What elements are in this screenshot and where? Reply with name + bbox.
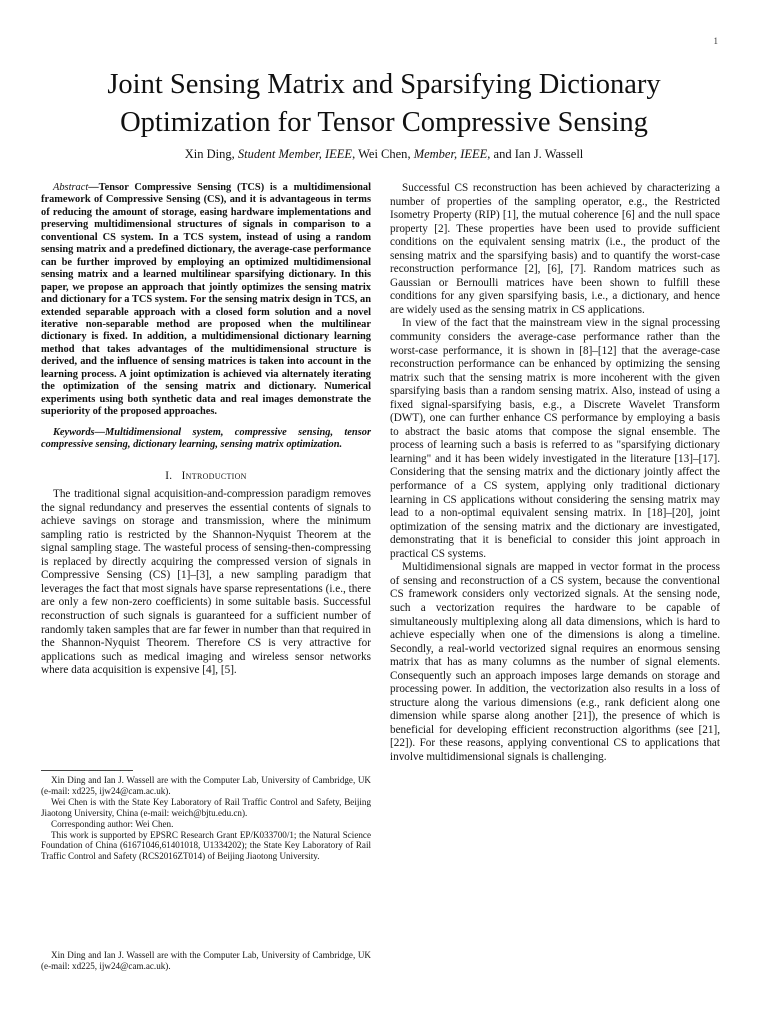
footnote: Xin Ding and Ian J. Wassell are with the Computer Lab, University of Cambridge, UK (e-mail: xd225, ijw24@cam.ac.uk). [41,950,371,971]
footnote: Wei Chen is with the State Key Laboratory of Rail Traffic Control and Safety, Beijing Jiaotong University, China (e-mail: weich@bjtu.edu.cn). [41,796,371,818]
footnote-rule [41,770,133,771]
body-paragraph: Successful CS reconstruction has been achieved by characterizing a number of properties of the sampling operator, e.g., the Restricted Isometry Property (RIP) [1], the mutual coherence [6] and the null space property [2]. These properties have been used to provide sufficient conditions on the equivalent sensing matrix (i.e., the product of the sensing matrix and the sparsifying basis) and to quantify the worst-case reconstruction performance [2], [6], [7]. Random matrices such as Gaussian or Bernoulli matrices have been shown to fulfill these conditions for any given sparsifying basis, i.e., a dictionary, and hence are widely used as the sensing matrix in CS applications. [390,182,720,316]
abstract-text: —Tensor Compressive Sensing (TCS) is a multidimensional framework of Compressive Sensing (CS), and it is advantageous in terms of reducing the amount of storage, easing hardware implementations and preserving multidimensional structures of signals in comparison to a conventional CS system. In a TCS system, instead of using a random sensing matrix and a predefined dictionary, the average-case performance can be further improved by employing an optimized multidimensional sensing matrix and a learned multilinear sparsifying dictionary. In this paper, we propose an approach that jointly optimizes the sensing matrix and dictionary for a TCS system. For the sensing matrix design in TCS, an extended separable approach with a closed form solution and a novel iterative non-separable method are proposed when the multilinear dictionary is fixed. In addition, a multidimensional dictionary learning method that takes advantages of the multidimensional structure is derived, and the influence of sensing matrices is taken into account in the learning process. A joint optimization is achieved via alternately iterating the optimization of the sensing matrix and dictionary. Numerical experiments using both synthetic data and real images demonstrate the superiority of the proposed approaches. [41,182,371,418]
footnote: Xin Ding and Ian J. Wassell are with the Computer Lab, University of Cambridge, UK (e-mail: xd225, ijw24@cam.ac.uk). [41,775,371,796]
author-separator: , [407,147,414,161]
footnote: Corresponding author: Wei Chen. [51,818,174,829]
body-paragraph: In view of the fact that the mainstream view in the signal processing community considers the average-case performance rather than the worst-case performance, it is shown in [8]–[12] that the average-case reconstruction performance can be enhanced by optimizing the sensing matrix such that the sensing matrix is more incoherent with the given sparsifying basis than a random sensing matrix. Also, instead of using a fixed signal-sparsifying basis, e.g., a Discrete Wavelet Transform (DWT), one can further enhance CS performance by employing a basis to abstract the basic atoms that compose the signal ensemble. The process of learning such a basis is referred to as "sparsifying dictionary learning" and it has been widely investigated in the literature [13]–[17]. Considering that the sensing matrix and the dictionary jointly affect the performance of a CS system, applying only traditional dictionary learning in CS applications without considering the sensing matrix may lead to a non-optimal equivalent sensing matrix. In [18]–[20], joint optimization of the sensing matrix and the dictionary are investigated, demonstrating that it is beneficial to consider this joint approach in practical CS systems. [390,317,720,560]
section-number: I. [165,469,173,482]
author-name: Xin Ding [184,147,232,161]
right-column [390,182,720,765]
author-role: Student Member, IEEE [237,147,353,161]
footnote: This work is supported by EPSRC Research Grant EP/K033700/1; the Natural Science Foundation of China (61671046,61401018, U1334202); the State Key Laboratory of Rail Traffic Control and Safety (RCS2016ZT014) of Beijing Jiaotong University. [41,829,371,862]
author-name: Ian J. Wassell [514,147,584,161]
author-separator: , and [487,147,515,161]
keywords-label: Keywords [53,426,95,438]
author-name: Wei Chen [358,147,408,161]
author-separator: , [352,147,359,161]
keywords-text: —Multidimensional system, compressive sensing, tensor compressive sensing, dictionary learning, sensing matrix optimization. [41,426,371,451]
keywords [41,427,371,452]
page-number: 1 [713,36,718,46]
body-paragraph: Multidimensional signals are mapped in vector format in the process of sensing and reconstruction of a CS system, because the conventional CS framework considers only vectorized signals. At the sensing node, such a vectorization requires the hardware to be capable of simultaneously multiplexing along all data dimensions, which is hard to achieve especially when one of the dimensions is along a timeline. Secondly, a real-world vectorized signal requires an enormous sensing matrix that has as many columns as the number of signal elements. Consequently such an approach imposes large demands on storage and processing power. In addition, the vectorization also results in a loss of structure along the various dimensions (e.g., rank deficient along one dimension while sparse along another [21]), the presence of which is beneficial for developing efficient reconstruction algorithms (see [21], [22]). For these reasons, applying conventional CS to applications that involve multidimensional signals is challenging. [390,561,720,763]
footnotes [41,770,371,862]
section-heading [41,470,371,484]
body-paragraph: The traditional signal acquisition-and-compression paradigm removes the signal redundancy and preserves the essential contents of signals to achieve savings on storage and transmission, where the minimum sampling ratio is restricted by the Shannon-Nyquist Theorem at the signal sampling stage. The wasteful process of sensing-then-compressing is replaced by directly acquiring the compressed version of signals in Compressive Sensing (CS) [1]–[3], a new sampling paradigm that leverages the fact that most signals have sparse representations (i.e., there are only a few non-zero coefficients) in some suitable basis. Successful reconstruction of such signals is guaranteed for a sufficient number of randomly taken samples that are far fewer in number than that required in the Shannon-Nyquist Theorem. Therefore CS is very attractive for applications such as medical imaging and wireless sensor networks where data acquisition is expensive [4], [5]. [41,488,371,677]
author-role: Member, IEEE [413,147,488,161]
author-separator: , [231,147,238,161]
abstract [41,182,371,419]
abstract-label: Abstract [53,182,89,193]
author-line [40,146,728,162]
paper-title: Joint Sensing Matrix and Sparsifying Dictionary Optimization for Tensor Compressive Sensing [107,69,661,138]
left-column [41,182,371,678]
bottom-note [41,950,371,972]
section-title: Introduction [181,469,247,482]
